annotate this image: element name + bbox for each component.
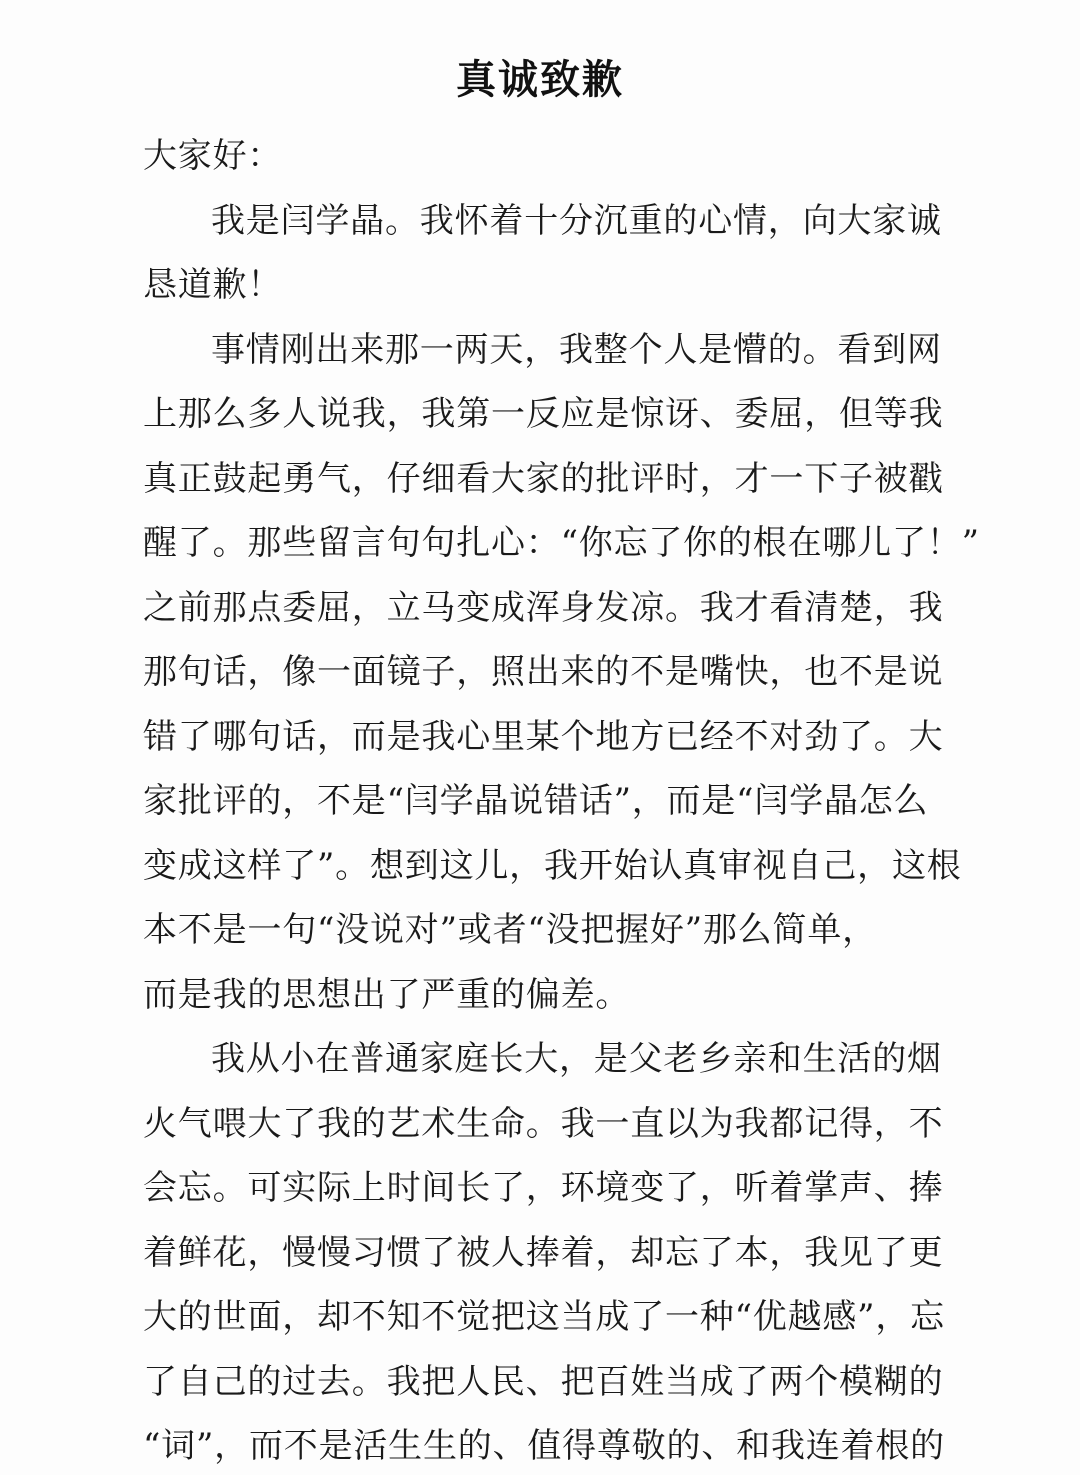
paragraph-line: 而是我的思想出了严重的偏差。 bbox=[143, 974, 631, 1015]
paragraph-line: “词”，而不是活生生的、值得尊敬的、和我连着根的 bbox=[143, 1426, 945, 1466]
paragraph-line: 错了哪句话，而是我心里某个地方已经不对劲了。大 bbox=[143, 716, 944, 757]
paragraph-line: 大的世面，却不知不觉把这当成了一种“优越感”，忘 bbox=[143, 1297, 945, 1337]
paragraph-line: 醒了。那些留言句句扎心：“你忘了你的根在哪儿了！” bbox=[143, 523, 980, 563]
paragraph-line: 我是闫学晶。我怀着十分沉重的心情，向大家诚 bbox=[211, 200, 942, 241]
paragraph-line: 本不是一句“没说对”或者“没把握好”那么简单， bbox=[143, 910, 877, 950]
paragraph-line: 火气喂大了我的艺术生命。我一直以为我都记得，不 bbox=[143, 1103, 944, 1144]
document-title: 真诚致歉 bbox=[456, 56, 624, 103]
paragraph-line: 我从小在普通家庭长大，是父老乡亲和生活的烟 bbox=[211, 1039, 942, 1079]
paragraph-line: 着鲜花，慢慢习惯了被人捧着，却忘了本，我见了更 bbox=[143, 1232, 944, 1273]
paragraph-line: 会忘。可实际上时间长了，环境变了，听着掌声、捧 bbox=[143, 1168, 944, 1208]
paragraph-line: 真正鼓起勇气，仔细看大家的批评时，才一下子被戳 bbox=[143, 458, 944, 499]
paragraph-line: 了自己的过去。我把人民、把百姓当成了两个模糊的 bbox=[143, 1361, 944, 1402]
salutation-line: 大家好： bbox=[143, 136, 283, 176]
document-body bbox=[143, 124, 980, 1479]
paragraph-line: 恳道歉！ bbox=[143, 265, 283, 305]
paragraph-line: 之前那点委屈，立马变成浑身发凉。我才看清楚，我 bbox=[143, 587, 944, 628]
paragraph-line: 事情刚出来那一两天，我整个人是懵的。看到网 bbox=[211, 329, 942, 370]
paragraph-line: 那句话，像一面镜子，照出来的不是嘴快，也不是说 bbox=[143, 652, 944, 692]
paragraph-line: 变成这样了”。想到这儿，我开始认真审视自己，这根 bbox=[143, 845, 962, 886]
paragraph-line: 家批评的，不是“闫学晶说错话”，而是“闫学晶怎么 bbox=[143, 781, 929, 821]
paragraph-line: 上那么多人说我，我第一反应是惊讶、委屈，但等我 bbox=[143, 394, 944, 434]
